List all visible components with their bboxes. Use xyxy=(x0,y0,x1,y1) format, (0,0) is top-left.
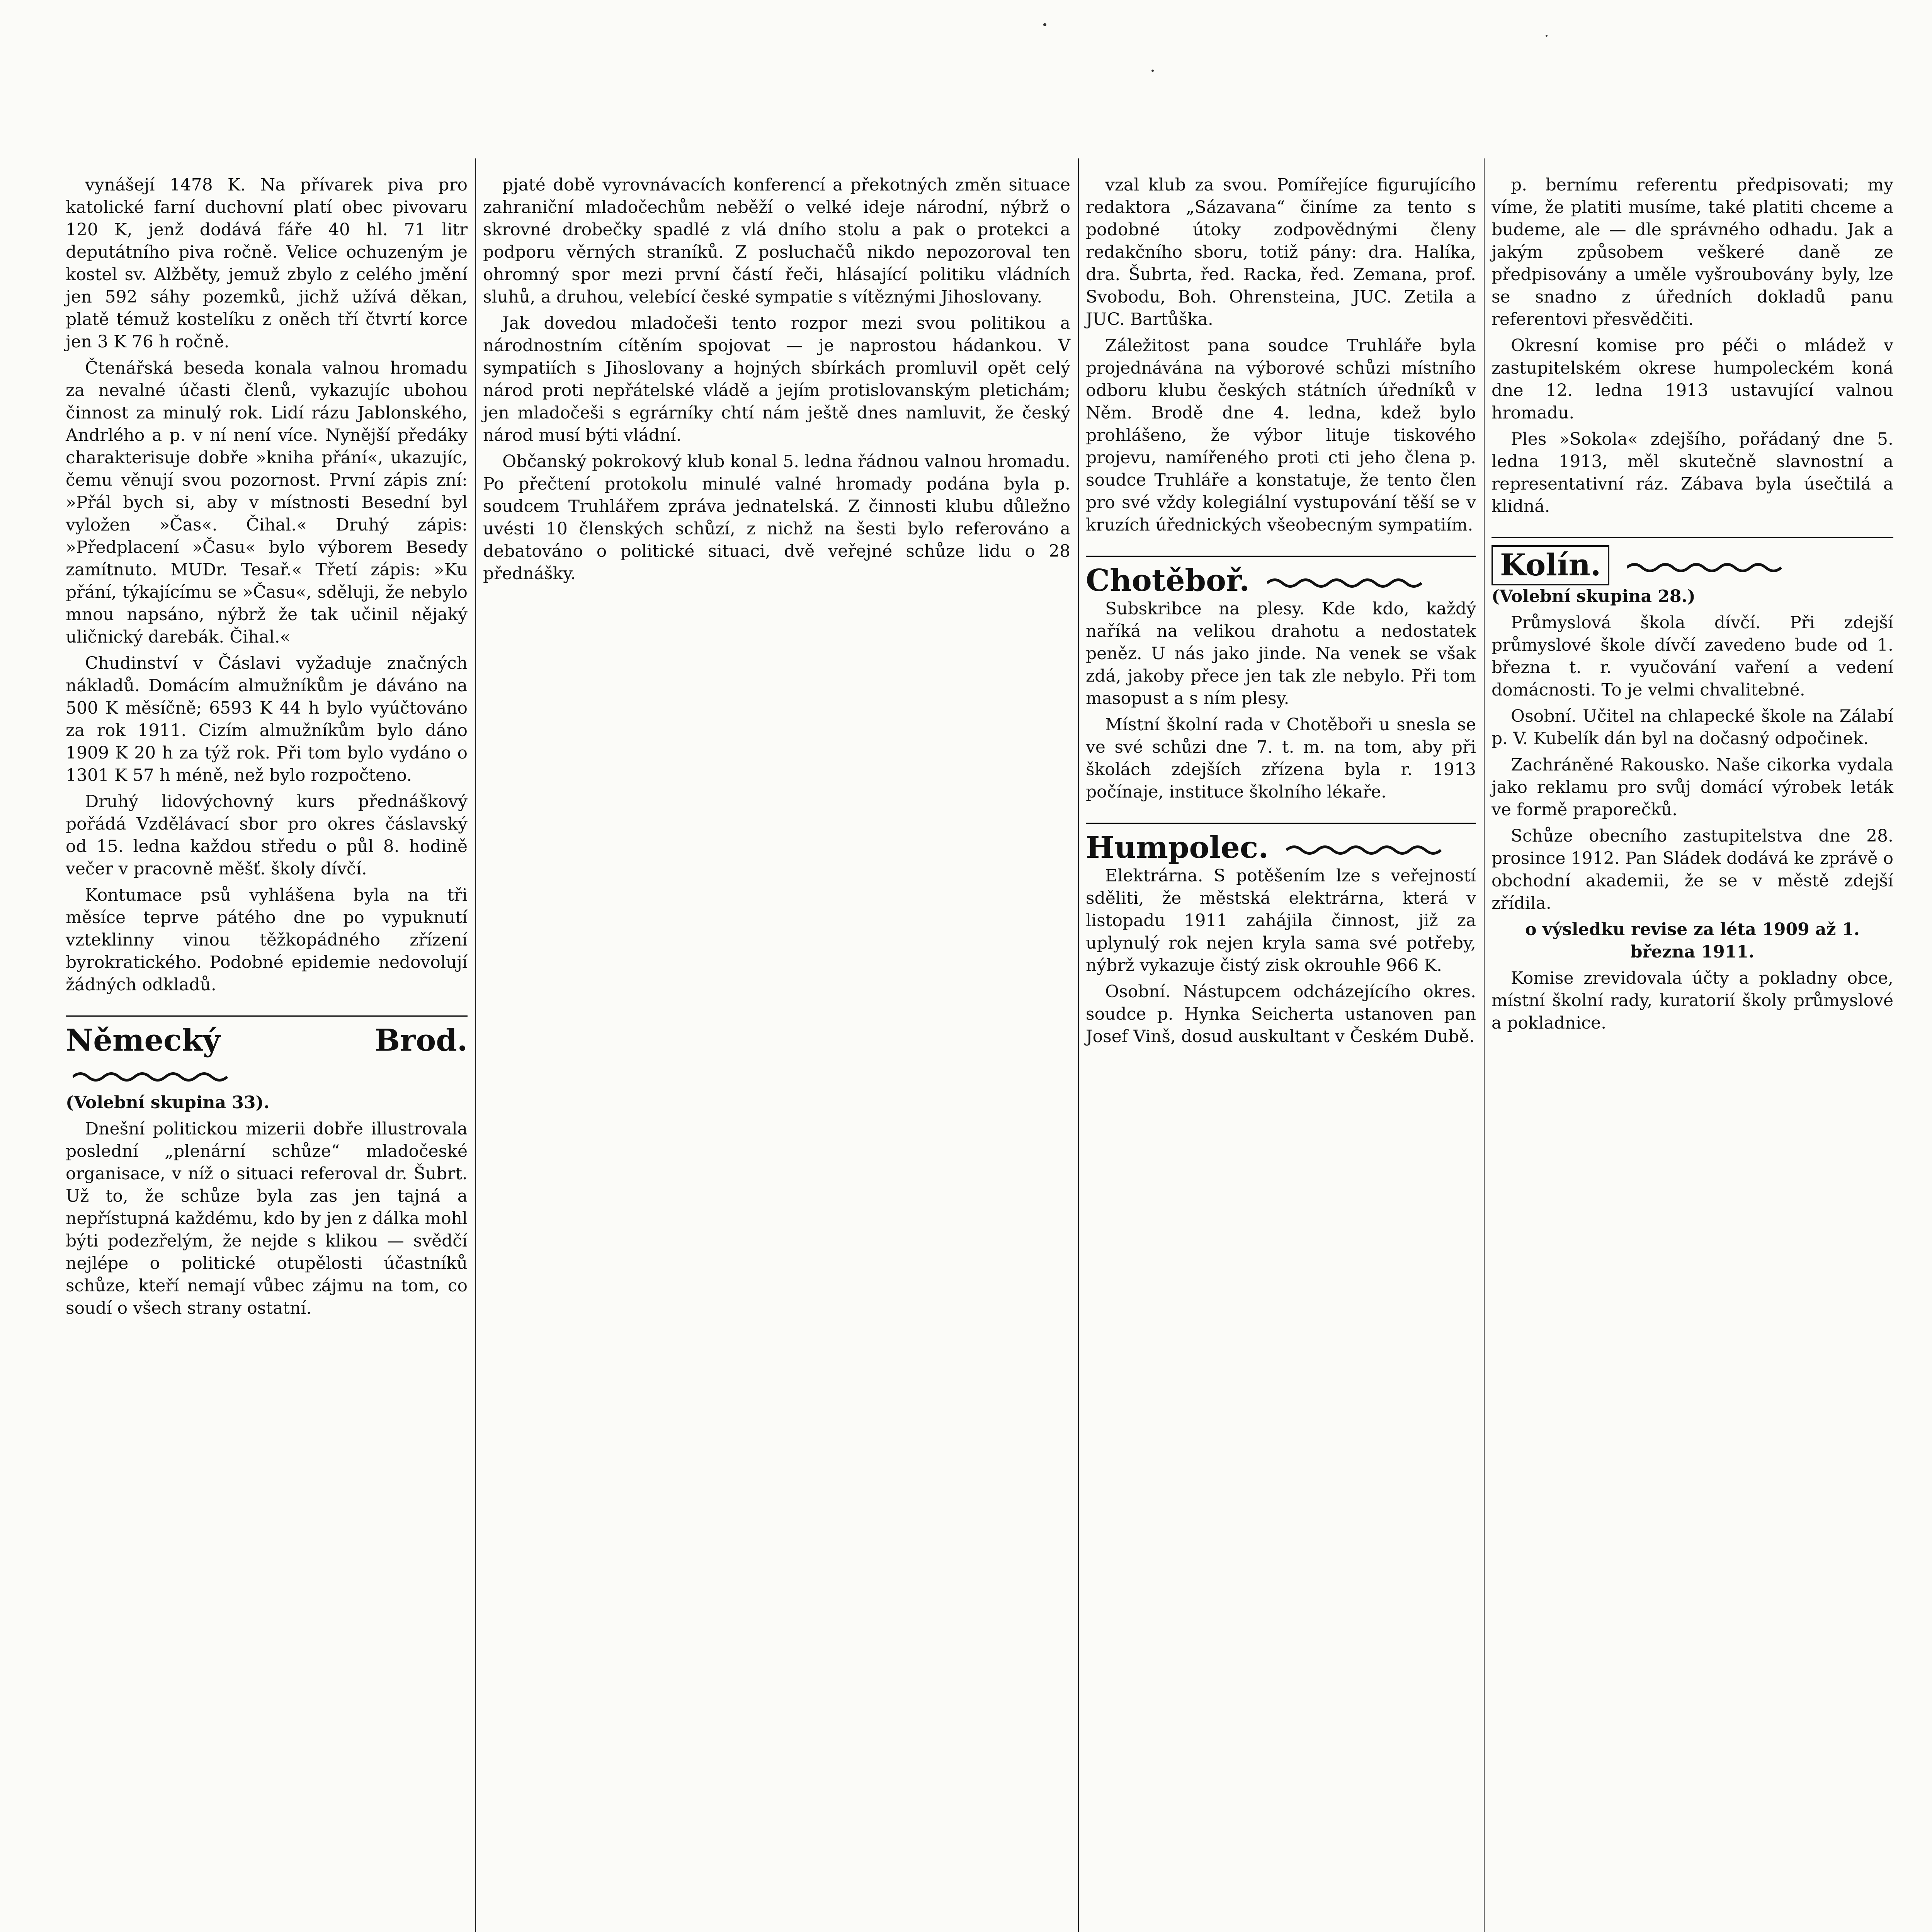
paragraph: Záležitost pana soudce Truhláře byla projednávána na výborové schůzi místního odboru klubu českých státních úředníků v Něm. Brodě dne 4. ledna, kdež bylo prohlášeno, že výbor lituje tiskového projevu, namířeného proti cti jeho člena p. soudce Truhláře a konstatuje, že tento člen pro své vždy kolegiální vystupování těší se v kruzích úřednických všeobecným sympatiím. xyxy=(1086,336,1476,535)
paragraph: Průmyslová škola dívčí. Při zdejší průmyslové škole dívčí zavedeno bude od 1. března t. r. vyučování vaření a vedení domácnosti. To je velmi chvalitebné. xyxy=(1492,613,1893,700)
paragraph: Kontumace psů vyhlášena byla na tři měsíce teprve pátého dne po vypuknutí vzteklinny vinou těžkopádného zřízení byrokratického. Podobné epidemie nedovolují žádných odkladů. xyxy=(66,885,468,995)
paragraph: p. bernímu referentu předpisovati; my víme, že platiti musíme, také platiti chceme a budeme, ale — dle správného odhadu. Jak a jakým způsobem veškeré daně ze předpisovány a uměle vyšroubovány byly, lze se snadno z úředních dokladů panu referentovi přesvědčiti. xyxy=(1492,175,1893,329)
paragraph: Druhý lidovýchovný kurs přednáškový pořádá Vzdělávací sbor pro okres čáslavský od 15. ledna každou středu o půl 8. hodině večer v pracovně měšť. školy dívčí. xyxy=(66,792,468,879)
section-subtitle: (Volební skupina 28.) xyxy=(1492,587,1696,606)
ornament-squiggle-icon xyxy=(1286,844,1449,857)
paragraph: vzal klub za svou. Pomířejíce figurujícího redaktora „Sázavana“ činíme za tento s podobné útoky zodpovědnými členy redakčního sboru, totiž pány: dra. Halíka, dra. Šubrta, řed. Racka, řed. Zemana, prof. Svobodu, Boh. Ohrensteina, JUC. Zetila a JUC. Bartůška. xyxy=(1086,175,1476,329)
section-title-text: Kolín. xyxy=(1492,545,1609,585)
section-subtitle: (Volební skupina 33). xyxy=(66,1093,270,1112)
section-title xyxy=(66,1024,468,1092)
paragraph: Občanský pokrokový klub konal 5. ledna řádnou valnou hromadu. Po přečtení protokolu minulé valné hromady podána byla p. soudcem Truhlářem zpráva jednatelská. Z činnosti klubu důležno uvésti 10 členských schůzí, z nichž na šesti bylo referováno a debatováno o politické situaci, dvě veřejné schůze lidu o 28 přednášky. xyxy=(483,452,1070,583)
paragraph: Dnešní politickou mizerii dobře illustrovala poslední „plenární schůze“ mladočeské organisace, v níž o situaci referoval dr. Šubrt. Už to, že schůze byla zas jen tajná a nepřístupná každému, kdo by jen z dálka mohl býti podezřelým, že nejde s klikou — svědčí nejlépe o politické otupělosti účastníků schůze, kteří nemají vůbec zájmu na tom, co soudí o všech strany ostatní. xyxy=(66,1119,468,1318)
paragraph: Schůze obecního zastupitelstva dne 28. prosince 1912. Pan Sládek dodává ke zprávě o obchodní akademii, že se v městě zdejší zřídila. xyxy=(1492,826,1893,913)
section-humpolec xyxy=(1086,823,1476,1048)
section-title xyxy=(1086,564,1476,598)
ornament-squiggle-icon xyxy=(1627,561,1789,574)
paragraph: Čtenářská beseda konala valnou hromadu za nevalné účasti členů, vykazujíc ubohou činnost za minulý rok. Lidí rázu Jablonského, Andrlého a p. v ní není více. Nynější předáky charakterisuje dobře »kniha přání«, ukazujíc, čemu věnují svou pozornost. První zápis zní: »Přál bych si, aby v místnosti Besední byl vyložen »Čas«. Čihal.« Druhý zápis: »Předplacení »Času« bylo výborem Besedy zamítnuto. MUDr. Tesař.« Třetí zápis: »Ku přání, týkajícímu se »Času«, sděluji, že nebylo mnou napsáno, nýbrž že tak učinil nějaký uličnický darebák. Čihal.« xyxy=(66,358,468,647)
column-2 xyxy=(483,174,1070,589)
column-rule xyxy=(475,158,476,1932)
scan-speck xyxy=(1546,35,1548,37)
paragraph-heading: o výsledku revise za léta 1909 až 1. března 1911. xyxy=(1525,920,1860,962)
section-title xyxy=(1086,831,1476,865)
scan-speck xyxy=(1043,23,1046,26)
section-chotebor xyxy=(1086,556,1476,803)
column-4 xyxy=(1492,174,1893,1046)
paragraph: Okresní komise pro péči o mládež v zastupitelském okrese humpoleckém koná dne 12. ledna 1913 ustavující valnou hromadu. xyxy=(1492,336,1893,423)
section-title xyxy=(1492,545,1893,585)
paragraph: pjaté době vyrovnávacích konferencí a překotných změn situace zahraniční mladočechům neběží o velké ideje národní, nýbrž o skrovné drobečky spadlé z vlá dního stolu a pak o protekci a podporu věrných straníků. Z posluchačů nikdo nepozoroval ten ohromný spor mezi první částí řeči, hlásající politiku vládních sluhů, a druhou, velebící české sympatie s vítěznými Jihoslovany. xyxy=(483,175,1070,307)
column-1 xyxy=(66,174,468,1331)
column-3 xyxy=(1086,174,1476,1060)
paragraph: Místní školní rada v Chotěboři u snesla se ve své schůzi dne 7. t. m. na tom, aby při školách zdejších zřízena byla r. 1913 počínaje, instituce školního lékaře. xyxy=(1086,715,1476,802)
ornament-squiggle-icon xyxy=(73,1070,235,1083)
paragraph: Osobní. Nástupcem odcházejícího okres. soudce p. Hynka Seicherta ustanoven pan Josef Vinš, dosud auskultant v Českém Dubě. xyxy=(1086,982,1476,1046)
scan-speck xyxy=(1151,70,1154,72)
paragraph: Komise zrevidovala účty a pokladny obce, místní školní rady, kuratorií školy průmyslové a pokladnice. xyxy=(1492,968,1893,1033)
ornament-squiggle-icon xyxy=(1267,577,1429,590)
section-kolin xyxy=(1492,537,1893,1034)
paragraph: Subskribce na plesy. Kde kdo, každý naříká na velikou drahotu a nedostatek peněz. U nás jako jinde. Na venek se však zdá, jakoby přece jen tak zle nebylo. Při tom masopust a s ním plesy. xyxy=(1086,599,1476,708)
paragraph: vynášejí 1478 K. Na přívarek piva pro katolické farní duchovní platí obec pivovaru 120 K, jenž dodává fáře 40 hl. 71 litr deputátního piva ročně. Velice ochuzeným je kostel sv. Alžběty, jemuž zbylo z celého jmění jen 592 sáhy pozemků, jichž užívá děkan, platě témuž kostelíku z oněch tří čtvrtí korce jen 3 K 76 h ročně. xyxy=(66,175,468,352)
paragraph: Chudinství v Čáslavi vyžaduje značných nákladů. Domácím almužníkům je dáváno na 500 K měsíčně; 6593 K 44 h bylo vyúčtováno za rok 1911. Cizím almužníkům bylo dáno 1909 K 20 h za týž rok. Při tom bylo vydáno o 1301 K 57 h méně, než bylo rozpočteno. xyxy=(66,653,468,785)
paragraph: Osobní. Učitel na chlapecké škole na Zálabí p. V. Kubelík dán byl na dočasný odpočinek. xyxy=(1492,706,1893,748)
section-nemecky-brod xyxy=(66,1015,468,1320)
paragraph: Ples »Sokola« zdejšího, pořádaný dne 5. ledna 1913, měl skutečně slavnostní a representativní ráz. Zábava byla úsečtilá a klidná. xyxy=(1492,429,1893,516)
section-title-text: Německý Brod. xyxy=(66,1023,468,1058)
paragraph: Elektrárna. S potěšením lze s veřejností sděliti, že městská elektrárna, která v listopadu 1911 zahájila činnost, již za uplynulý rok nejen kryla sama své potřeby, nýbrž vykazuje čistý zisk okrouhle 966 K. xyxy=(1086,866,1476,975)
column-rule xyxy=(1078,158,1079,1932)
paragraph: Jak dovedou mladočeši tento rozpor mezi svou politikou a národnostním cítěním spojovat — je naprostou hádankou. V sympatiích s Jihoslovany a hojných sbírkách promluvil opět celý národ proti nepřátelské vládě a jejím protislovanským pletichám; jen mladočeši s egrárníky chtí nám ještě dnes namluvit, že český národ musí býti vládní. xyxy=(483,313,1070,445)
section-title-text: Chotěboř. xyxy=(1086,563,1250,598)
column-rule xyxy=(1484,158,1485,1932)
section-title-text: Humpolec. xyxy=(1086,830,1269,865)
paragraph: Zachráněné Rakousko. Naše cikorka vydala jako reklamu pro svůj domácí výrobek leták ve formě praporečků. xyxy=(1492,755,1893,820)
